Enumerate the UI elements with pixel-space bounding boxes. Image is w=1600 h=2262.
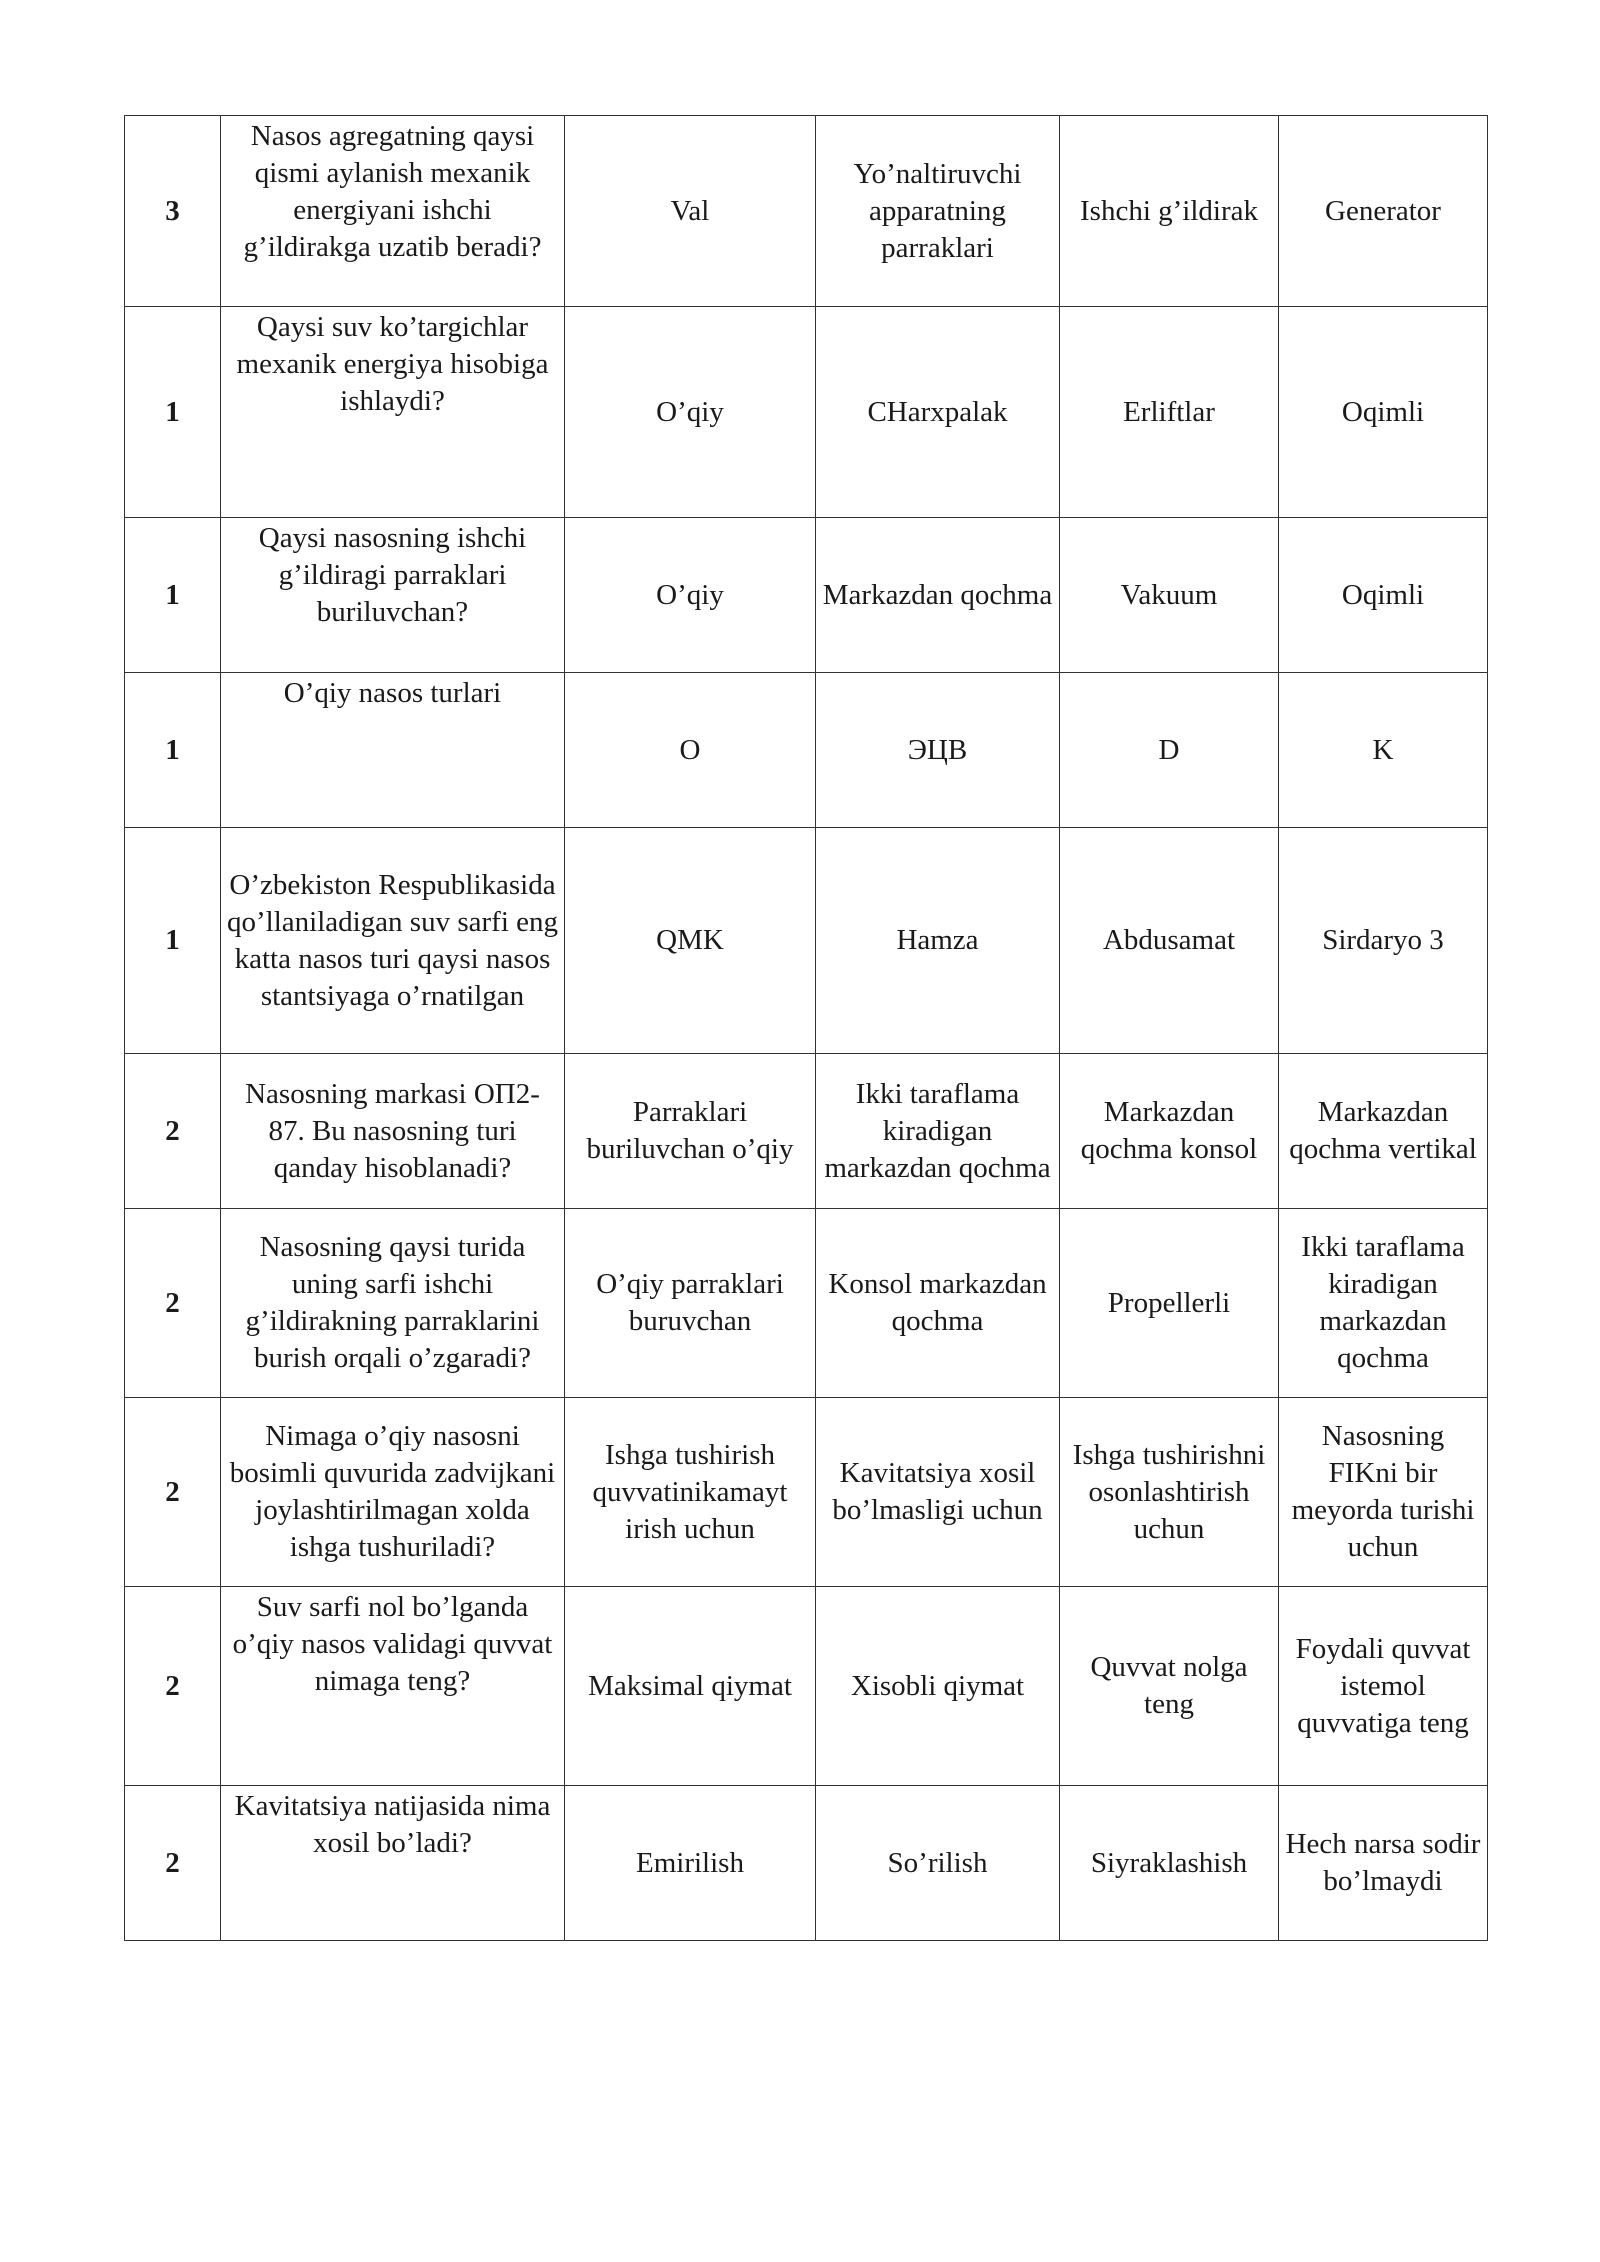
table-row <box>125 673 1488 828</box>
answer-option-2: Konsol markazdan qochma <box>816 1209 1060 1398</box>
answer-option-1: O’qiy parraklari buruvchan <box>565 1209 816 1398</box>
question-text: Nimaga o’qiy nasosni bosimli quvurida zadvijkani joylashtirilmagan xolda ishga tushuriladi? <box>221 1398 565 1587</box>
answer-option-1: O’qiy <box>565 307 816 518</box>
question-text: Qaysi nasosning ishchi g’ildiragi parraklari buriluvchan? <box>221 518 565 673</box>
table-row <box>125 307 1488 518</box>
answer-option-2: Markazdan qochma <box>816 518 1060 673</box>
question-text: Nasosning markasi ОП2-87. Bu nasosning turi qanday hisoblanadi? <box>221 1054 565 1209</box>
answer-option-3: Siyraklashish <box>1060 1786 1279 1941</box>
question-text: O’zbekiston Respublikasida qo’llaniladigan suv sarfi eng katta nasos turi qaysi nasos stantsiyaga o’rnatilgan <box>221 828 565 1054</box>
difficulty-level: 2 <box>125 1209 221 1398</box>
answer-option-4: Markazdan qochma vertikal <box>1279 1054 1488 1209</box>
answer-option-2: Yo’naltiruvchi apparatning parraklari <box>816 116 1060 307</box>
difficulty-level: 2 <box>125 1587 221 1786</box>
table-row <box>125 518 1488 673</box>
difficulty-level: 2 <box>125 1054 221 1209</box>
answer-option-3: Propellerli <box>1060 1209 1279 1398</box>
answer-option-2: Kavitatsiya xosil bo’lmasligi uchun <box>816 1398 1060 1587</box>
question-text: Nasosning qaysi turida uning sarfi ishchi g’ildirakning parraklarini burish orqali o’zgaradi? <box>221 1209 565 1398</box>
table-row <box>125 116 1488 307</box>
quiz-table <box>124 115 1488 1941</box>
question-text: O’qiy nasos turlari <box>221 673 565 828</box>
answer-option-3: Vakuum <box>1060 518 1279 673</box>
answer-option-2: CHarxpalak <box>816 307 1060 518</box>
difficulty-level: 3 <box>125 116 221 307</box>
answer-option-1: QMK <box>565 828 816 1054</box>
question-text: Kavitatsiya natijasida nima xosil bo’ladi? <box>221 1786 565 1941</box>
difficulty-level: 2 <box>125 1786 221 1941</box>
answer-option-1: O’qiy <box>565 518 816 673</box>
answer-option-4: Oqimli <box>1279 518 1488 673</box>
answer-option-3: Erliftlar <box>1060 307 1279 518</box>
answer-option-1: Maksimal qiymat <box>565 1587 816 1786</box>
answer-option-4: Sirdaryo 3 <box>1279 828 1488 1054</box>
question-text: Nasos agregatning qaysi qismi aylanish mexanik energiyani ishchi g’ildirakga uzatib beradi? <box>221 116 565 307</box>
answer-option-4: Nasosning FIKni bir meyorda turishi uchun <box>1279 1398 1488 1587</box>
difficulty-level: 1 <box>125 828 221 1054</box>
answer-option-3: Quvvat nolga teng <box>1060 1587 1279 1786</box>
answer-option-3: Ishchi g’ildirak <box>1060 116 1279 307</box>
answer-option-2: So’rilish <box>816 1786 1060 1941</box>
answer-option-4: Hech narsa sodir bo’lmaydi <box>1279 1786 1488 1941</box>
answer-option-2: Hamza <box>816 828 1060 1054</box>
answer-option-4: Foydali quvvat istemol quvvatiga teng <box>1279 1587 1488 1786</box>
answer-option-1: O <box>565 673 816 828</box>
answer-option-3: Markazdan qochma konsol <box>1060 1054 1279 1209</box>
answer-option-1: Val <box>565 116 816 307</box>
answer-option-3: Ishga tushirishni osonlashtirish uchun <box>1060 1398 1279 1587</box>
table-row <box>125 1054 1488 1209</box>
answer-option-4: Oqimli <box>1279 307 1488 518</box>
answer-option-2: Xisobli qiymat <box>816 1587 1060 1786</box>
difficulty-level: 1 <box>125 518 221 673</box>
answer-option-1: Ishga tushirish quvvatinikamayt irish uchun <box>565 1398 816 1587</box>
question-text: Qaysi suv ko’targichlar mexanik energiya hisobiga ishlaydi? <box>221 307 565 518</box>
answer-option-2: Ikki taraflama kiradigan markazdan qochma <box>816 1054 1060 1209</box>
table-row <box>125 828 1488 1054</box>
table-row <box>125 1209 1488 1398</box>
answer-option-4: K <box>1279 673 1488 828</box>
difficulty-level: 1 <box>125 673 221 828</box>
difficulty-level: 1 <box>125 307 221 518</box>
answer-option-1: Emirilish <box>565 1786 816 1941</box>
answer-option-4: Ikki taraflama kiradigan markazdan qochma <box>1279 1209 1488 1398</box>
answer-option-1: Parraklari buriluvchan o’qiy <box>565 1054 816 1209</box>
answer-option-2: ЭЦВ <box>816 673 1060 828</box>
answer-option-3: D <box>1060 673 1279 828</box>
table-row <box>125 1587 1488 1786</box>
table-row <box>125 1786 1488 1941</box>
answer-option-3: Abdusamat <box>1060 828 1279 1054</box>
difficulty-level: 2 <box>125 1398 221 1587</box>
answer-option-4: Generator <box>1279 116 1488 307</box>
question-text: Suv sarfi nol bo’lganda o’qiy nasos validagi quvvat nimaga teng? <box>221 1587 565 1786</box>
table-row <box>125 1398 1488 1587</box>
